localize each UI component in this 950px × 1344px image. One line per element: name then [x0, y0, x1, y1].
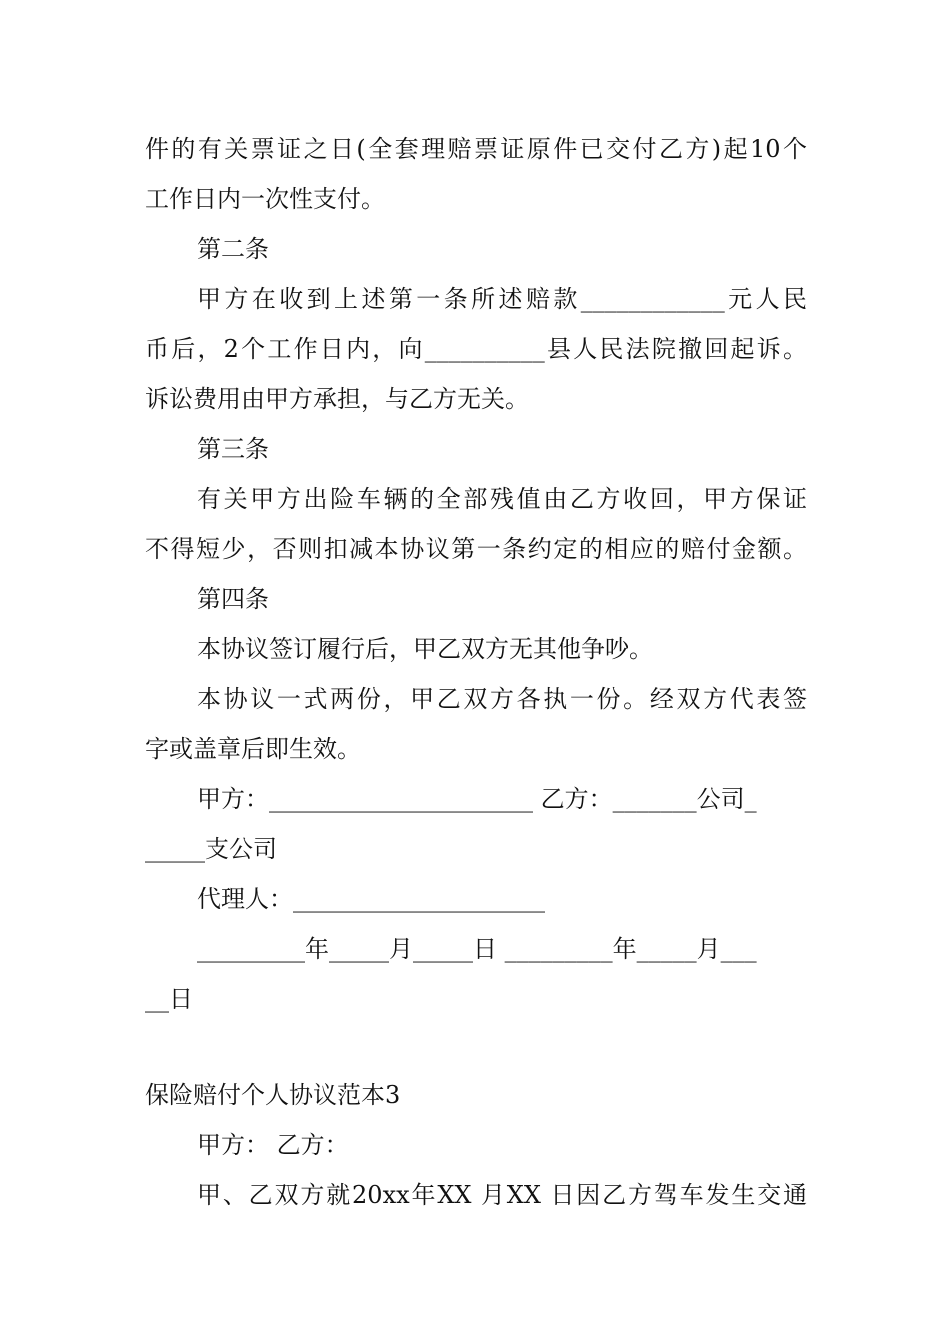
clause4-heading: 第四条: [197, 585, 269, 613]
clause3-body-line-2: 不得短少，否则扣减本协议第一条约定的相应的赔付金额。: [145, 535, 807, 563]
clause4-body-line-1: 本协议签订履行后，甲乙双方无其他争吵。: [197, 635, 653, 663]
signature-party-line-cont: _____支公司: [145, 835, 277, 863]
signature-party-line: 甲方：______________________ 乙方：_______公司_: [197, 785, 757, 813]
signature-date-line-cont: __日: [145, 985, 193, 1013]
signature-date-line: _________年_____月_____日 _________年_____月___: [197, 935, 757, 963]
clause4-body-line-3: 字或盖章后即生效。: [145, 735, 361, 763]
clause3-body-line-1: 有关甲方出险车辆的全部残值由乙方收回，甲方保证: [197, 485, 807, 513]
section3-title: 保险赔付个人协议范本3: [145, 1081, 401, 1109]
clause2-body-line-1: 甲方在收到上述第一条所述赔款____________元人民: [197, 285, 807, 313]
clause2-body-line-3: 诉讼费用由甲方承担，与乙方无关。: [145, 385, 529, 413]
clause4-body-line-2: 本协议一式两份，甲乙双方各执一份。经双方代表签: [197, 685, 807, 713]
clause3-heading: 第三条: [197, 435, 269, 463]
signature-agent-line: 代理人：_____________________: [197, 885, 545, 913]
clause2-heading: 第二条: [197, 235, 269, 263]
section3-parties: 甲方： 乙方：: [197, 1131, 349, 1159]
section3-body-line-1: 甲、乙双方就20xx年XX 月XX 日因乙方驾车发生交通: [197, 1181, 807, 1209]
clause1-tail-line-1: 件的有关票证之日(全套理赔票证原件已交付乙方)起10个: [145, 135, 807, 163]
clause1-tail-line-2: 工作日内一次性支付。: [145, 185, 385, 213]
clause2-body-line-2: 币后，2个工作日内，向__________县人民法院撤回起诉。: [145, 335, 807, 363]
